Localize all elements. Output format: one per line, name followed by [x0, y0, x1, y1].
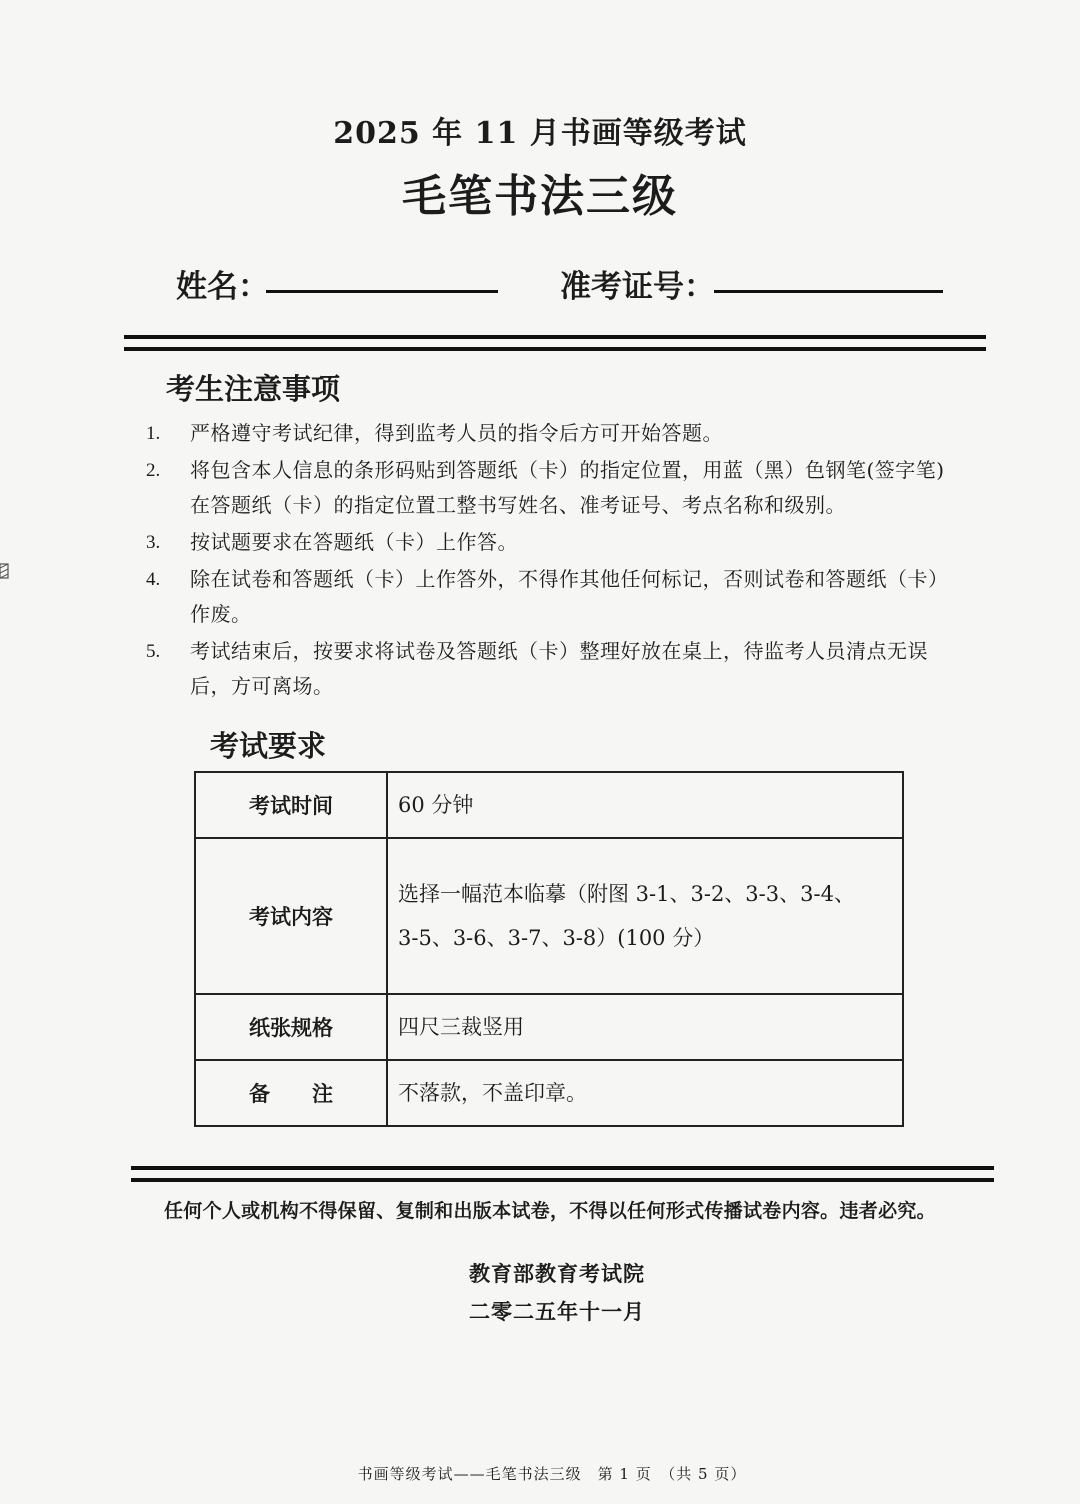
name-label: 姓名：	[176, 269, 269, 305]
note-number: 2.	[146, 460, 161, 481]
table-row	[195, 994, 903, 1060]
requirement-value: 不落款，不盖印章。	[387, 1060, 903, 1126]
requirement-label: 备 注	[195, 1060, 387, 1126]
page-footer: 书画等级考试——毛笔书法三级 第 1 页 （共 5 页）	[357, 1465, 747, 1483]
note-text: 严格遵守考试纪律，得到监考人员的指令后方可开始答题。	[190, 421, 723, 445]
note-text: 考试结束后，按要求将试卷及答题纸（卡）整理好放在桌上，待监考人员清点无误后，方可离场。	[190, 639, 928, 698]
admission-number-label: 准考证号：	[560, 269, 715, 305]
note-number: 1.	[146, 423, 161, 444]
table-row	[195, 838, 903, 994]
exam-heading: 2025 年 11 月书画等级考试	[333, 116, 747, 151]
requirement-label: 纸张规格	[195, 994, 387, 1060]
name-blank-line	[266, 290, 498, 293]
top-double-rule	[124, 335, 986, 351]
admission-number-blank-line	[714, 290, 943, 293]
notes-list	[146, 416, 946, 704]
copyright-notice: 任何个人或机构不得保留、复制和出版本试卷，不得以任何形式传播试卷内容。违者必究。	[163, 1200, 936, 1222]
note-number: 3.	[146, 532, 161, 553]
note-item	[146, 562, 946, 632]
table-row	[195, 772, 903, 838]
note-text: 将包含本人信息的条形码贴到答题纸（卡）的指定位置，用蓝（黑）色钢笔(签字笔)在答题纸（卡）的指定位置工整书写姓名、准考证号、考点名称和级别。	[190, 458, 945, 517]
note-item	[146, 453, 946, 523]
requirement-label: 考试内容	[195, 838, 387, 994]
bottom-double-rule	[131, 1166, 994, 1182]
requirement-value: 选择一幅范本临摹（附图 3-1、3-2、3-3、3-4、3-5、3-6、3-7、3-8）(100 分）	[387, 838, 903, 994]
requirement-label: 考试时间	[195, 772, 387, 838]
note-item	[146, 525, 946, 560]
requirement-value: 四尺三裁竖用	[387, 994, 903, 1060]
note-number: 5.	[146, 641, 161, 662]
note-number: 4.	[146, 569, 161, 590]
scan-edge-mark-icon	[0, 562, 10, 580]
note-text: 按试题要求在答题纸（卡）上作答。	[190, 530, 518, 554]
issue-date: 二零二五年十一月	[469, 1299, 645, 1324]
exam-title: 毛笔书法三级	[402, 171, 678, 222]
table-row	[195, 1060, 903, 1126]
notes-title: 考生注意事项	[166, 372, 341, 406]
issuing-authority: 教育部教育考试院	[469, 1261, 645, 1286]
note-text: 除在试卷和答题纸（卡）上作答外，不得作其他任何标记，否则试卷和答题纸（卡）作废。	[190, 567, 939, 626]
note-item	[146, 634, 946, 704]
requirement-value: 60 分钟	[387, 772, 903, 838]
requirements-table	[194, 771, 904, 1127]
requirements-title: 考试要求	[210, 729, 327, 763]
note-item	[146, 416, 946, 451]
